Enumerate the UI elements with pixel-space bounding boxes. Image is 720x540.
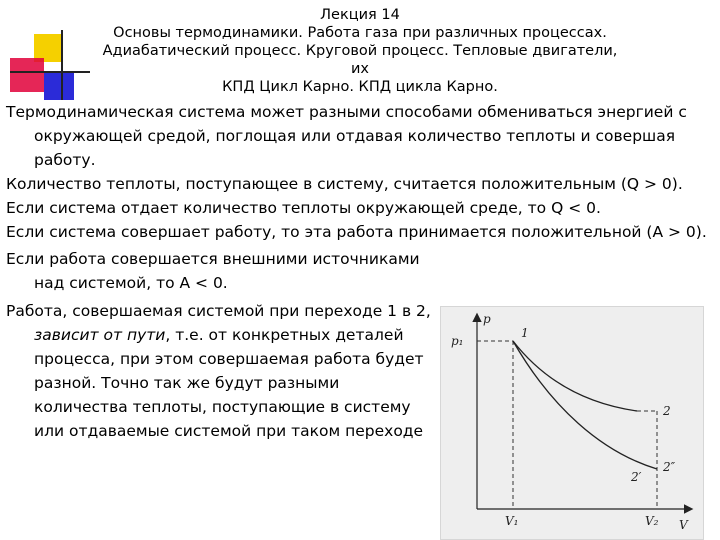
logo-yellow-square <box>34 34 62 62</box>
logo-blue-square <box>44 72 74 100</box>
title-line: Адиабатический процесс. Круговой процесс. Тепловые двигатели, их <box>102 43 618 77</box>
paragraph-work-negative: Если работа совершается внешними источниками над системой, то A < 0. <box>6 250 420 292</box>
paragraph-path-dependence <box>6 299 434 443</box>
title-line: КПД Цикл Карно. КПД цикла Карно. <box>222 79 498 95</box>
label-p1: p₁ <box>451 334 464 348</box>
label-point-1: 1 <box>521 326 529 340</box>
paragraph-heat-positive: Количество теплоты, поступающее в систему, считается положительным (Q > 0). <box>6 175 683 193</box>
adiabat-curve <box>513 341 657 469</box>
paragraph-energy-exchange: Термодинамическая система может разными способами обмениваться энергией с окружающей средой, поглощая или отдавая количество теплоты и совершая работу. <box>6 103 687 169</box>
paragraph-work-positive: Если система совершает работу, то эта работа принимается положительной (A > 0). <box>6 223 707 241</box>
path-text-start: Работа, совершаемая системой при переходе 1 в 2, <box>6 302 431 320</box>
label-point-2-double-prime: 2″ <box>663 460 676 474</box>
pv-diagram-svg <box>441 307 703 539</box>
label-v1: V₁ <box>505 514 519 528</box>
paragraph-heat-negative: Если система отдает количество теплоты окружающей среде, то Q < 0. <box>6 199 601 217</box>
path-text-end: , т.е. от конкретных деталей процесса, при этом совершаемая работа будет разной. Точно так же будут разными количества теплоты, поступающие в систему или отдаваемые системой при таком переходе <box>34 326 424 440</box>
decorative-logo <box>0 0 90 100</box>
axis-label-v: V <box>679 518 688 532</box>
title-line: Основы термодинамики. Работа газа при различных процессах. <box>113 25 607 41</box>
label-point-2-prime: 2′ <box>631 470 642 484</box>
slide-title <box>100 6 620 96</box>
axis-label-p: p <box>483 312 491 326</box>
label-v2: V₂ <box>645 514 659 528</box>
pv-diagram <box>440 306 704 540</box>
title-line: Лекция 14 <box>320 7 400 23</box>
logo-red-square <box>10 58 44 92</box>
isotherm-curve <box>513 341 637 411</box>
label-point-2: 2 <box>663 404 671 418</box>
path-text-italic: зависит от пути <box>34 326 166 344</box>
